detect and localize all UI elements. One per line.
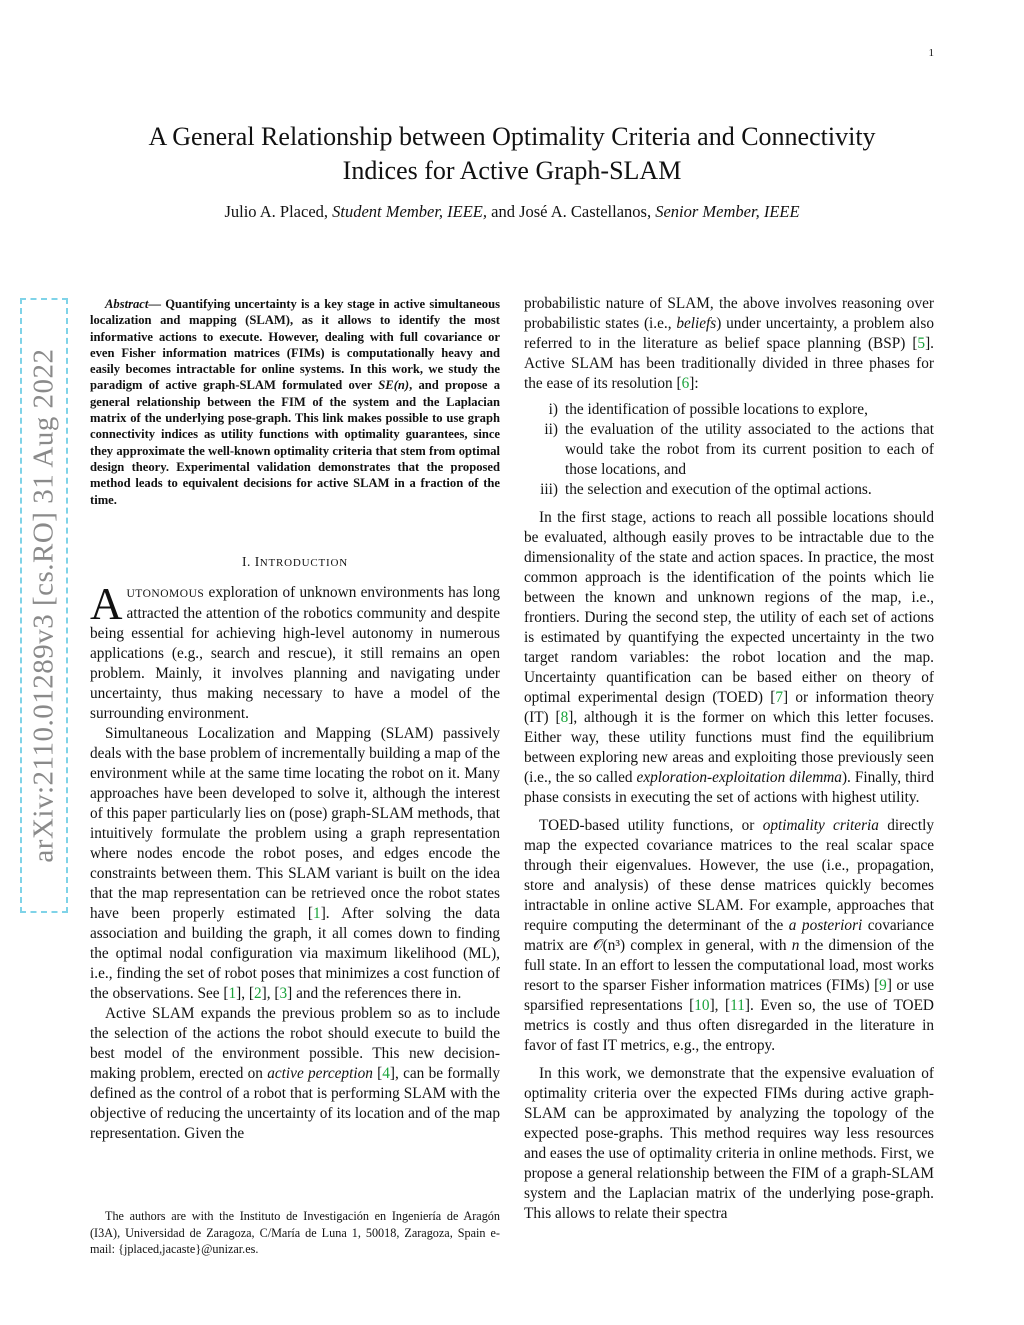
footnote: The authors are with the Instituto de Investigación en Ingeniería de Aragón (I3A), Universidad de Zaragoza, C/María de Luna 1, 50018, Zaragoza, Spain e-mail: {jplaced,jacaste}@unizar.es.: [90, 1209, 500, 1256]
list-item-number: i): [548, 401, 558, 418]
list-item-text: the evaluation of the utility associated to the actions that would take the robot from its current position to each of those locations, and: [565, 421, 934, 478]
p3-italic: active perception: [267, 1064, 373, 1082]
citation-link[interactable]: 2: [254, 984, 262, 1002]
right-column: [524, 294, 934, 1224]
citation-link[interactable]: 1: [313, 904, 321, 922]
r3-text-a: TOED-based utility functions, or: [539, 817, 763, 834]
dropcap: A: [90, 578, 123, 629]
math-complexity: 𝒪(n³): [593, 937, 626, 954]
abstract: [90, 296, 500, 508]
citation-link[interactable]: 10: [694, 997, 710, 1014]
r1-text-b: ) under uncertainty, a problem also referred to in the literature as belief space planning (BSP) [: [524, 315, 934, 352]
r1-text-d: ]:: [689, 375, 699, 392]
page-number: 1: [928, 47, 934, 59]
author-2-role: Senior Member, IEEE: [655, 202, 800, 221]
math-n: n: [791, 937, 800, 954]
right-paragraph-4: In this work, we demonstrate that the expensive evaluation of optimality criteria over the expected FIMs during active graph-SLAM can be approximated by analyzing the topology of the expected pose-graphs. This method requires way less resources and eases the use of optimality criteria in online methods. First, we propose a general relationship between the FIM of a graph-SLAM system and the Laplacian matrix of the underlying pose-graph. This allows to relate their spectra: [524, 1065, 934, 1222]
citation-link[interactable]: 7: [775, 689, 784, 706]
title-line-1: A General Relationship between Optimality Criteria and Connectivity: [148, 122, 876, 151]
author-2: José A. Castellanos,: [519, 202, 652, 221]
intro-p1-text: exploration of unknown environments has long attracted the attention of the robotics community and despite being essential for achieving high-level autonomy in numerous applications (e.g., search and rescue), it still remains an open problem. Mainly, it involves planning and navigating under uncertainty, thus making necessary to have a model of the surrounding environment.: [90, 583, 500, 722]
abstract-text-b: , and propose a general relationship between the FIM of the system and the Laplacian matrix of the underlying pose-graph. This link makes possible to use graph connectivity indices as utility functions with optimality guarantees, since they approximate the well-known optimality criteria that stem from optimal design theory. Experimental validation demonstrates that the proposed method leads to equivalent decisions for active SLAM in a fraction of the time.: [90, 378, 500, 507]
abstract-dash: —: [148, 297, 161, 311]
r1-text-c: ]. Active SLAM has been traditionally divided in three phases for the ease of its resolution [: [524, 335, 934, 392]
section-title-rest: NTRODUCTION: [259, 556, 348, 569]
r3-text-g: ], [: [709, 997, 731, 1014]
p2-text-a: Simultaneous Localization and Mapping (SLAM) passively deals with the base problem of incrementally building a map of the environment while at the same time locating the robot on it. Many approaches have been developed to solve it, although the interest of this paper particularly lies on (pose) graph-SLAM methods, that intuitively formulate the problem using a graph representation where nodes encode the robot poses, and edges encode the constraints between them. This SLAM variant is built on the idea that the map representation can be retrieved once the robot states have been properly estimated [: [90, 724, 500, 922]
r3-text-f: ] or use sparsified representations [: [524, 977, 934, 1014]
paper-title: [90, 120, 934, 188]
r1-text-a: probabilistic nature of SLAM, the above involves reasoning over probabilistic states (i.e.,: [524, 295, 934, 332]
section-heading-introduction: [90, 552, 500, 573]
r2-text-c: ], although it is the former on which this letter focuses. Either way, these utility functions must find the equilibrium between exploring new areas and exploiting those previously seen (i.e., the so called: [524, 709, 934, 786]
section-numeral: I.: [242, 553, 251, 569]
title-line-2: Indices for Active Graph-SLAM: [342, 156, 682, 185]
citation-link[interactable]: 9: [879, 977, 887, 994]
citation-link[interactable]: 4: [382, 1064, 390, 1082]
list-item: [524, 480, 934, 500]
r3-text-d: complex in general, with: [625, 937, 792, 954]
r3-text-c: covariance matrix are: [524, 917, 934, 954]
r3-text-b: directly map the expected covariance matrices to the real scalar space through their eigenvalues. However, the use (i.e., propagation, store and analysis) of these dense matrices quickly becomes intractable in online active SLAM. For example, approaches that require computing the determinant of the: [524, 817, 934, 934]
intro-caps: UTONOMOUS: [126, 587, 205, 600]
arxiv-stamp-text: arXiv:2110.01289v3 [cs.RO] 31 Aug 2022: [27, 348, 60, 863]
p2-text-d: ], [: [261, 984, 280, 1002]
intro-paragraph-3: [90, 1004, 500, 1144]
p3-text-b: [: [372, 1064, 383, 1082]
list-item-text: the selection and execution of the optimal actions.: [565, 481, 872, 498]
r2-italic: exploration-exploitation dilemma: [636, 769, 842, 786]
abstract-label: Abstract: [105, 297, 149, 311]
r3-italic-1: optimality criteria: [762, 817, 879, 834]
r2-text-b: ] or information theory (IT) [: [524, 689, 934, 726]
intro-paragraph-2: [90, 724, 500, 1004]
right-paragraph-2: [524, 508, 934, 808]
list-item-text: the identification of possible locations to explore,: [565, 401, 868, 418]
citation-link[interactable]: 1: [228, 984, 237, 1002]
p2-text-b: ]. After solving the data association and building the graph, it all comes down to finding the optimal nodal configuration via maximum likelihood (ML), i.e., finding the set of robot poses that minimizes a cost function of the observations. See [: [90, 904, 500, 1002]
citation-link[interactable]: 6: [681, 375, 690, 392]
citation-link[interactable]: 11: [730, 997, 745, 1014]
citation-link[interactable]: 5: [917, 335, 926, 352]
list-item: [524, 400, 934, 420]
p2-text-e: ] and the references there in.: [287, 984, 462, 1002]
author-1-role: Student Member, IEEE,: [332, 202, 488, 221]
list-item-number: ii): [544, 421, 558, 438]
abstract-text-a: Quantifying uncertainty is a key stage in active simultaneous localization and mapping (SLAM), as it allows to identify the most informative actions to execute. However, dealing with full covariance or even Fisher information matrices (FIMs) is computationally heavy and easily becomes intractable for online systems. In this work, we study the paradigm of active graph-SLAM formulated over: [90, 297, 500, 393]
citation-link[interactable]: 8: [560, 709, 569, 726]
author-line: [90, 202, 934, 222]
r3-text-e: the dimension of the full state. In an effort to lessen the computational load, most works resort to the sparser Fisher information matrices (FIMs) [: [524, 937, 934, 994]
left-column: [90, 296, 500, 1144]
r3-text-h: ]. Even so, the use of TOED metrics is costly and thus often disregarded in the literature in favor of fast IT metrics, e.g., the entropy.: [524, 997, 934, 1054]
arxiv-stamp[interactable]: [20, 298, 68, 913]
citation-link[interactable]: 3: [279, 984, 288, 1002]
p3-text-c: ], can be formally defined as the control of a robot that is performing SLAM with the objective of reducing the uncertainty of its location and of the map representation. Given the: [90, 1064, 500, 1142]
r1-italic: beliefs: [676, 315, 717, 332]
section-title-first: I: [254, 553, 260, 569]
list-item: [524, 420, 934, 480]
r2-text-a: In the first stage, actions to reach all possible locations should be evaluated, although easily proves to be intractable due to the dimensionality of the state and action spaces. In practice, the most common approach is the identification of the points which lie between the known and unknown regions of the map, i.e., frontiers. During the second step, the utility of each set of actions is estimated by quantifying the expected uncertainty in the two target random variables: the robot location and the map. Uncertainty quantification can be based either on theory of optimal experimental design (TOED) [: [524, 509, 934, 706]
r3-italic-2: a posteriori: [788, 917, 863, 934]
author-1: Julio A. Placed,: [224, 202, 329, 221]
p3-text-a: Active SLAM expands the previous problem so as to include the selection of the actions the robot should execute to build the best model of the environment possible. This new decision-making problem, erected on: [90, 1004, 500, 1082]
author-and: and: [491, 202, 515, 221]
intro-paragraph-1: [90, 578, 500, 724]
phase-list: [524, 400, 934, 500]
p2-text-c: ], [: [236, 984, 254, 1002]
right-paragraph-1: [524, 294, 934, 394]
list-item-number: iii): [540, 481, 558, 498]
r2-text-d: ). Finally, third phase consists in executing the set of actions with highest utility.: [524, 769, 934, 806]
right-paragraph-3: [524, 816, 934, 1056]
abstract-sen: SE(n): [378, 378, 410, 393]
